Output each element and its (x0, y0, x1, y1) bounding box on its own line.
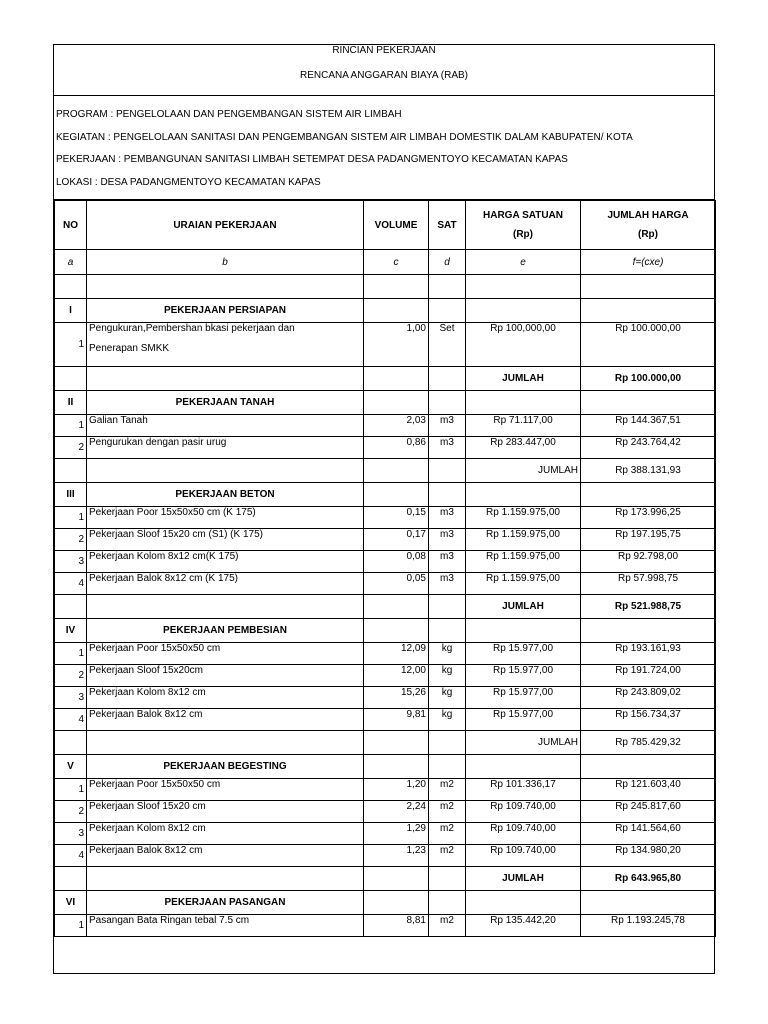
item-total: Rp 57.998,75 (581, 573, 716, 595)
item-volume: 1,20 (364, 779, 429, 801)
empty-cell (55, 867, 87, 891)
item-total: Rp 100.000,00 (581, 323, 716, 367)
col-harga-satuan-label: HARGA SATUAN (483, 210, 563, 221)
col-harga-satuan-unit: (Rp) (513, 229, 533, 240)
info-pekerjaan: PEKERJAAN : PEMBANGUNAN SANITASI LIMBAH SETEMPAT DESA PADANGMENTOYO KECAMATAN KAPAS (56, 154, 568, 165)
empty-cell (466, 299, 581, 323)
empty-cell (429, 595, 466, 619)
item-description-line: Pekerjaan Kolom 8x12 cm(K 175) (89, 551, 239, 562)
item-unit: m2 (429, 915, 466, 937)
item-unit: m3 (429, 437, 466, 459)
item-unit-price: Rp 15.977,00 (466, 665, 581, 687)
section-total-row (55, 867, 716, 891)
section-total-row (55, 731, 716, 755)
item-volume: 0,15 (364, 507, 429, 529)
item-total: Rp 243.809,02 (581, 687, 716, 709)
item-row (55, 643, 716, 665)
item-number: 3 (55, 551, 87, 573)
item-number: 1 (55, 415, 87, 437)
empty-cell (429, 483, 466, 507)
item-total: Rp 243.764,42 (581, 437, 716, 459)
item-description (87, 437, 364, 459)
item-unit-price: Rp 1.159.975,00 (466, 551, 581, 573)
empty-cell (364, 275, 429, 299)
empty-cell (429, 891, 466, 915)
section-header-row (55, 891, 716, 915)
item-description-line: Pasangan Bata Ringan tebal 7.5 cm (89, 915, 250, 926)
empty-cell (429, 619, 466, 643)
item-description-line: Pengurukan dengan pasir urug (89, 437, 227, 448)
item-description-line-2: Penerapan SMKK (89, 343, 170, 354)
item-description-line: Pekerjaan Balok 8x12 cm (89, 845, 203, 856)
empty-cell (364, 483, 429, 507)
item-number: 3 (55, 687, 87, 709)
item-description-line: Galian Tanah (89, 415, 148, 426)
item-unit: m2 (429, 845, 466, 867)
section-total-value: Rp 785.429,32 (581, 731, 716, 755)
item-unit-price: Rp 1.159.975,00 (466, 573, 581, 595)
item-volume: 1,29 (364, 823, 429, 845)
item-row (55, 507, 716, 529)
item-description-line: Pekerjaan Sloof 15x20 cm (S1) (K 175) (89, 529, 263, 540)
item-volume: 2,24 (364, 801, 429, 823)
col-no: NO (55, 201, 87, 250)
empty-cell (55, 275, 87, 299)
empty-cell (55, 459, 87, 483)
item-description (87, 529, 364, 551)
item-row (55, 437, 716, 459)
empty-cell (364, 755, 429, 779)
item-total: Rp 141.564,60 (581, 823, 716, 845)
item-total: Rp 197.195,75 (581, 529, 716, 551)
empty-cell (466, 483, 581, 507)
item-unit: m3 (429, 573, 466, 595)
item-row (55, 551, 716, 573)
section-total-label: JUMLAH (466, 367, 581, 391)
item-row (55, 709, 716, 731)
item-unit: m2 (429, 823, 466, 845)
item-unit: m3 (429, 529, 466, 551)
item-unit-price: Rp 1.159.975,00 (466, 507, 581, 529)
section-number: V (55, 755, 87, 779)
section-total-label: JUMLAH (466, 595, 581, 619)
item-unit: kg (429, 665, 466, 687)
item-description (87, 415, 364, 437)
letter-a: a (55, 250, 87, 275)
item-description (87, 687, 364, 709)
item-number: 1 (55, 507, 87, 529)
item-description (87, 845, 364, 867)
item-volume: 0,08 (364, 551, 429, 573)
item-row (55, 573, 716, 595)
item-description-line: Pekerjaan Balok 8x12 cm (89, 709, 203, 720)
item-row (55, 823, 716, 845)
item-description (87, 823, 364, 845)
item-number: 1 (55, 323, 87, 367)
item-unit-price: Rp 71.117,00 (466, 415, 581, 437)
section-title: PEKERJAAN BEGESTING (87, 755, 364, 779)
section-header-row (55, 299, 716, 323)
document-title: RINCIAN PEKERJAAN (332, 45, 436, 56)
section-total-row (55, 367, 716, 391)
item-unit: kg (429, 687, 466, 709)
empty-cell (364, 367, 429, 391)
item-number: 1 (55, 643, 87, 665)
col-harga-satuan (466, 201, 581, 250)
section-total-label: JUMLAH (466, 731, 581, 755)
item-description-line: Pekerjaan Balok 8x12 cm (K 175) (89, 573, 238, 584)
item-number: 4 (55, 845, 87, 867)
empty-cell (581, 275, 716, 299)
item-volume: 0,86 (364, 437, 429, 459)
item-total: Rp 1.193.245,78 (581, 915, 716, 937)
empty-cell (581, 619, 716, 643)
item-number: 3 (55, 823, 87, 845)
empty-cell (87, 867, 364, 891)
empty-cell (87, 367, 364, 391)
item-volume: 1,23 (364, 845, 429, 867)
empty-cell (429, 867, 466, 891)
item-row (55, 665, 716, 687)
item-description (87, 551, 364, 573)
empty-cell (364, 391, 429, 415)
item-total: Rp 121.603,40 (581, 779, 716, 801)
empty-cell (87, 731, 364, 755)
empty-cell (466, 391, 581, 415)
item-volume: 2,03 (364, 415, 429, 437)
item-description (87, 779, 364, 801)
empty-cell (429, 459, 466, 483)
item-row (55, 801, 716, 823)
col-volume: VOLUME (364, 201, 429, 250)
item-description (87, 915, 364, 937)
section-title: PEKERJAAN BETON (87, 483, 364, 507)
item-number: 4 (55, 573, 87, 595)
item-description-line: Pekerjaan Sloof 15x20 cm (89, 801, 206, 812)
column-header-row (55, 201, 716, 250)
item-unit: kg (429, 709, 466, 731)
spacer-row (55, 275, 716, 299)
item-number: 4 (55, 709, 87, 731)
section-total-label: JUMLAH (466, 459, 581, 483)
empty-cell (364, 891, 429, 915)
item-unit: kg (429, 643, 466, 665)
item-row (55, 415, 716, 437)
item-description-line: Pengukuran,Pembershan bkasi pekerjaan dan (89, 323, 295, 334)
item-description-line: Pekerjaan Kolom 8x12 cm (89, 823, 206, 834)
item-volume: 15,26 (364, 687, 429, 709)
section-total-value: Rp 388.131,93 (581, 459, 716, 483)
section-number: I (55, 299, 87, 323)
item-volume: 1,00 (364, 323, 429, 367)
item-unit: m3 (429, 415, 466, 437)
empty-cell (87, 459, 364, 483)
column-letter-row (55, 250, 716, 275)
empty-cell (364, 867, 429, 891)
rab-table-body (55, 201, 716, 937)
item-volume: 0,05 (364, 573, 429, 595)
section-number: VI (55, 891, 87, 915)
item-row (55, 529, 716, 551)
item-number: 1 (55, 779, 87, 801)
item-total: Rp 191.724,00 (581, 665, 716, 687)
item-total: Rp 245.817,60 (581, 801, 716, 823)
item-description-line: Pekerjaan Kolom 8x12 cm (89, 687, 206, 698)
empty-cell (429, 275, 466, 299)
empty-cell (581, 755, 716, 779)
empty-cell (429, 299, 466, 323)
item-description-line: Pekerjaan Poor 15x50x50 cm (89, 643, 221, 654)
item-number: 2 (55, 437, 87, 459)
item-volume: 9,81 (364, 709, 429, 731)
empty-cell (364, 619, 429, 643)
col-sat: SAT (429, 201, 466, 250)
item-row (55, 845, 716, 867)
item-total: Rp 134.980,20 (581, 845, 716, 867)
empty-cell (429, 367, 466, 391)
empty-cell (429, 755, 466, 779)
item-total: Rp 193.161,93 (581, 643, 716, 665)
rab-table (54, 200, 716, 937)
empty-cell (466, 275, 581, 299)
info-kegiatan: KEGIATAN : PENGELOLAAN SANITASI DAN PENGEMBANGAN SISTEM AIR LIMBAH DOMESTIK DALAM KABUPATEN/ KOTA (56, 132, 633, 143)
section-title: PEKERJAAN PASANGAN (87, 891, 364, 915)
info-lokasi: LOKASI : DESA PADANGMENTOYO KECAMATAN KAPAS (56, 177, 321, 188)
item-total: Rp 156.734,37 (581, 709, 716, 731)
section-total-row (55, 595, 716, 619)
section-header-row (55, 391, 716, 415)
empty-cell (55, 367, 87, 391)
empty-cell (429, 391, 466, 415)
item-description (87, 323, 364, 367)
item-row (55, 687, 716, 709)
col-jumlah-harga-label: JUMLAH HARGA (607, 210, 689, 221)
letter-c: c (364, 250, 429, 275)
item-unit: m2 (429, 801, 466, 823)
empty-cell (466, 891, 581, 915)
empty-cell (364, 595, 429, 619)
section-header-row (55, 619, 716, 643)
section-total-value: Rp 100.000,00 (581, 367, 716, 391)
col-uraian: URAIAN PEKERJAAN (87, 201, 364, 250)
item-description-line: Pekerjaan Sloof 15x20cm (89, 665, 203, 676)
empty-cell (364, 299, 429, 323)
empty-cell (364, 459, 429, 483)
item-description (87, 801, 364, 823)
item-number: 1 (55, 915, 87, 937)
item-unit-price: Rp 283.447,00 (466, 437, 581, 459)
item-unit-price: Rp 101.336,17 (466, 779, 581, 801)
item-description (87, 573, 364, 595)
item-row (55, 323, 716, 367)
item-number: 2 (55, 801, 87, 823)
item-description-line: Pekerjaan Poor 15x50x50 cm (89, 779, 221, 790)
empty-cell (581, 891, 716, 915)
item-unit: m3 (429, 551, 466, 573)
col-jumlah-harga (581, 201, 716, 250)
empty-cell (466, 619, 581, 643)
empty-cell (466, 755, 581, 779)
empty-cell (364, 731, 429, 755)
item-unit-price: Rp 109.740,00 (466, 845, 581, 867)
section-total-label: JUMLAH (466, 867, 581, 891)
item-number: 2 (55, 529, 87, 551)
empty-cell (87, 595, 364, 619)
item-unit-price: Rp 15.977,00 (466, 687, 581, 709)
section-total-value: Rp 521.988,75 (581, 595, 716, 619)
item-unit-price: Rp 15.977,00 (466, 709, 581, 731)
empty-cell (581, 299, 716, 323)
item-unit-price: Rp 100,000,00 (466, 323, 581, 367)
item-unit-price: Rp 109.740,00 (466, 801, 581, 823)
empty-cell (581, 391, 716, 415)
item-description-line: Pekerjaan Poor 15x50x50 cm (K 175) (89, 507, 256, 518)
rab-sheet (53, 44, 715, 974)
section-title: PEKERJAAN PEMBESIAN (87, 619, 364, 643)
section-header-row (55, 755, 716, 779)
item-total: Rp 173.996,25 (581, 507, 716, 529)
section-number: II (55, 391, 87, 415)
document-subtitle: RENCANA ANGGARAN BIAYA (RAB) (299, 70, 468, 81)
item-unit-price: Rp 15.977,00 (466, 643, 581, 665)
section-total-row (55, 459, 716, 483)
section-number: III (55, 483, 87, 507)
item-description (87, 709, 364, 731)
item-total: Rp 144.367,51 (581, 415, 716, 437)
empty-cell (429, 731, 466, 755)
item-unit: m2 (429, 779, 466, 801)
item-row (55, 779, 716, 801)
item-description (87, 665, 364, 687)
project-info (54, 96, 714, 200)
section-number: IV (55, 619, 87, 643)
section-title: PEKERJAAN PERSIAPAN (87, 299, 364, 323)
letter-d: d (429, 250, 466, 275)
empty-cell (55, 595, 87, 619)
empty-cell (581, 483, 716, 507)
section-title: PEKERJAAN TANAH (87, 391, 364, 415)
item-row (55, 915, 716, 937)
section-header-row (55, 483, 716, 507)
item-volume: 12,09 (364, 643, 429, 665)
col-jumlah-harga-unit: (Rp) (638, 229, 658, 240)
document-header (54, 45, 714, 96)
item-unit-price: Rp 1.159.975,00 (466, 529, 581, 551)
letter-b: b (87, 250, 364, 275)
item-description (87, 507, 364, 529)
section-total-value: Rp 643.965,80 (581, 867, 716, 891)
empty-cell (87, 275, 364, 299)
item-unit: m3 (429, 507, 466, 529)
info-program: PROGRAM : PENGELOLAAN DAN PENGEMBANGAN SISTEM AIR LIMBAH (56, 109, 402, 120)
item-total: Rp 92.798,00 (581, 551, 716, 573)
item-volume: 0,17 (364, 529, 429, 551)
item-description (87, 643, 364, 665)
item-unit-price: Rp 109.740,00 (466, 823, 581, 845)
item-unit: Set (429, 323, 466, 367)
letter-f: f=(cxe) (581, 250, 716, 275)
item-unit-price: Rp 135.442,20 (466, 915, 581, 937)
empty-cell (55, 731, 87, 755)
item-number: 2 (55, 665, 87, 687)
item-volume: 12,00 (364, 665, 429, 687)
letter-e: e (466, 250, 581, 275)
item-volume: 8,81 (364, 915, 429, 937)
